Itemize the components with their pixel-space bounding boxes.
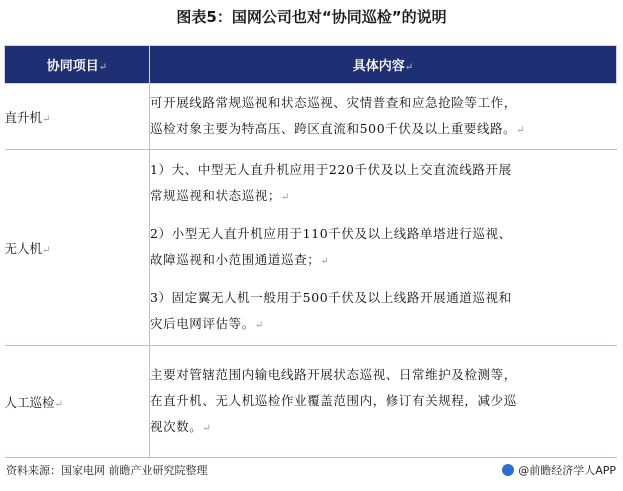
desc-line: 在直升机、无人机巡检作业覆盖范围内，修订有关规程，减少巡 [150,392,517,408]
row-desc-manual [150,346,617,458]
row-desc-drone [150,150,617,346]
row-name-helicopter: 直升机↵ [5,84,150,150]
desc-line: 灾后电网评估等。↵ [150,315,264,331]
brand-credit [502,462,616,478]
desc-line: 常规巡视和状态巡视；↵ [150,187,290,203]
row-name-drone: 无人机↵ [5,150,150,346]
table-row [5,150,617,346]
table-header-row [5,46,617,84]
header-item: 协同项目↵ [5,46,150,84]
cooperation-table [4,45,617,458]
footer [6,462,616,482]
source-note: 资料来源：国家电网 前瞻产业研究院整理 [6,464,208,477]
desc-line: 故障巡视和小范围通道巡查；↵ [150,251,330,267]
desc-line: 视次数。↵ [150,418,212,434]
table-row [5,84,617,150]
brand-label: @前瞻经济学人APP [518,464,616,477]
desc-line: 主要对管辖范围内输电线路开展状态巡视、日常维护及检测等， [150,366,517,382]
desc-line: 1）大、中型无人直升机应用于220千伏及以上交直流线路开展 [150,161,512,177]
row-desc-helicopter [150,84,617,150]
desc-line: 巡检对象主要为特高压、跨区直流和500千伏及以上重要线路。↵ [150,120,526,136]
row-name-manual: 人工巡检↵ [5,346,150,458]
header-content: 具体内容↵ [150,46,617,84]
brand-logo-icon [502,464,514,476]
desc-line: 可开展线路常规巡视和状态巡视、灾情普查和应急抢险等工作， [150,94,517,110]
desc-line: 2）小型无人直升机应用于110千伏及以上线路单塔进行巡视、 [150,225,512,241]
table-row [5,346,617,458]
figure-title: 图表5：国网公司也对“协同巡检”的说明 [176,8,447,26]
desc-line: 3）固定翼无人机一般用于500千伏及以上线路开展通道巡视和 [150,289,512,305]
